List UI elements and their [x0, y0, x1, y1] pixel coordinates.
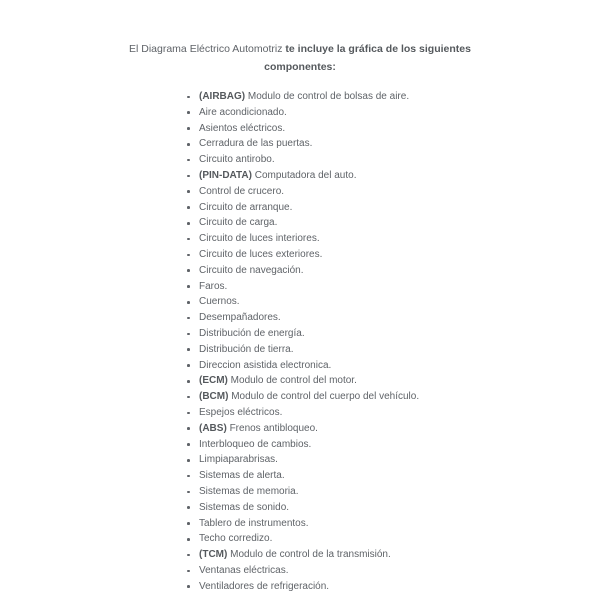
- component-text: Aire acondicionado.: [199, 106, 287, 118]
- component-text: Ventanas eléctricas.: [199, 564, 289, 576]
- component-text: Desempañadores.: [199, 312, 281, 324]
- component-text: Limpiaparabrisas.: [199, 454, 278, 466]
- component-text: Circuito de carga.: [199, 217, 278, 229]
- component-item: [199, 168, 600, 184]
- component-item: [199, 405, 600, 421]
- component-item: [199, 200, 600, 216]
- component-item: [199, 516, 600, 532]
- component-text: Modulo de control de bolsas de aire.: [247, 91, 410, 102]
- component-text: Circuito de navegación.: [199, 264, 304, 276]
- component-item: [199, 215, 600, 231]
- title-regular-text: El Diagrama Eléctrico Automotriz: [129, 43, 283, 55]
- components-list: [0, 89, 600, 595]
- component-code: (ECM): [199, 375, 231, 387]
- component-text: Circuito antirobo.: [199, 154, 275, 166]
- component-item: [199, 89, 600, 105]
- component-item: [199, 421, 600, 437]
- component-text: Distribución de energía.: [199, 327, 305, 339]
- component-text: Circuito de arranque.: [199, 201, 293, 213]
- component-text: Distribución de tierra.: [199, 343, 294, 355]
- component-item: [199, 263, 600, 279]
- component-text: Sistemas de alerta.: [199, 470, 285, 482]
- component-text: Modulo de control del motor.: [230, 375, 357, 387]
- component-item: [199, 500, 600, 516]
- component-item: [199, 468, 600, 484]
- component-item: [199, 247, 600, 263]
- title-bold-text-line2: componentes:: [264, 60, 336, 73]
- component-text: Asientos eléctricos.: [199, 122, 286, 134]
- component-text: Circuito de luces interiores.: [199, 233, 320, 245]
- component-item: [199, 373, 600, 389]
- component-item: [199, 105, 600, 121]
- page-title: [0, 0, 600, 76]
- component-item: [199, 579, 600, 595]
- component-item: [199, 294, 600, 310]
- component-text: Tablero de instrumentos.: [199, 517, 309, 529]
- component-item: [199, 184, 600, 200]
- component-text: Cuernos.: [199, 296, 240, 308]
- component-text: Direccion asistida electronica.: [199, 359, 332, 371]
- component-code: (AIRBAG): [199, 91, 248, 102]
- component-item: [199, 310, 600, 326]
- component-item: [199, 484, 600, 500]
- component-item: [199, 136, 600, 152]
- component-text: Espejos eléctricos.: [199, 406, 283, 418]
- component-item: [199, 279, 600, 295]
- component-item: [199, 326, 600, 342]
- component-code: (PIN-DATA): [199, 169, 255, 181]
- component-item: [199, 452, 600, 468]
- component-item: [199, 437, 600, 453]
- component-item: [199, 121, 600, 137]
- component-item: [199, 152, 600, 168]
- component-text: Cerradura de las puertas.: [199, 138, 313, 150]
- component-item: [199, 531, 600, 547]
- component-text: Frenos antibloqueo.: [229, 422, 318, 434]
- component-text: Modulo de control del cuerpo del vehículo.: [231, 391, 420, 403]
- component-text: Sistemas de sonido.: [199, 501, 290, 513]
- component-text: Modulo de control de la transmisión.: [230, 549, 391, 561]
- component-text: Techo corredizo.: [199, 533, 273, 545]
- component-text: Ventiladores de refrigeración.: [199, 580, 330, 592]
- component-item: [199, 563, 600, 579]
- title-bold-text-line1: te incluye la gráfica de los siguientes: [285, 43, 471, 55]
- component-text: Circuito de luces exteriores.: [199, 248, 323, 260]
- component-code: (ABS): [199, 422, 230, 434]
- component-code: (BCM): [199, 391, 232, 403]
- component-item: [199, 358, 600, 374]
- component-text: Control de crucero.: [199, 185, 285, 197]
- component-text: Computadora del auto.: [254, 169, 357, 181]
- component-item: [199, 342, 600, 358]
- component-item: [199, 547, 600, 563]
- component-text: Interbloqueo de cambios.: [199, 438, 312, 450]
- component-item: [199, 389, 600, 405]
- component-text: Sistemas de memoria.: [199, 485, 299, 497]
- component-code: (TCM): [199, 549, 231, 561]
- component-text: Faros.: [199, 280, 228, 292]
- component-item: [199, 231, 600, 247]
